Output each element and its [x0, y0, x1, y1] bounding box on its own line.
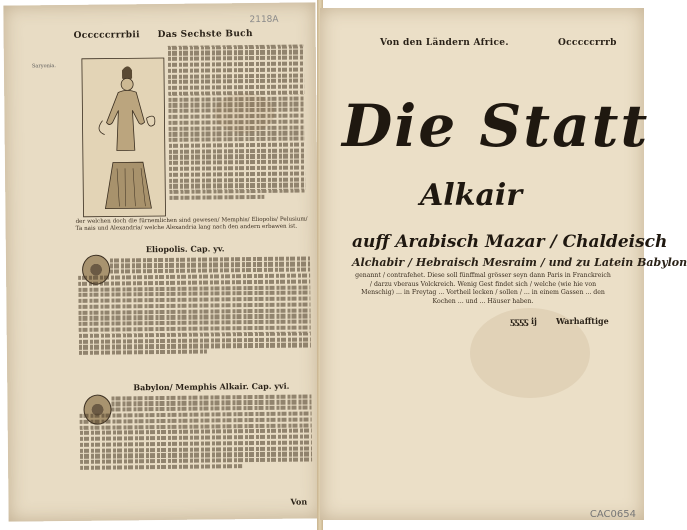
- signature-mark: ƽƽƽƽ ij: [510, 316, 537, 326]
- title-die-statt: Die Statt: [342, 92, 650, 160]
- left-catchword: Von: [290, 496, 308, 507]
- section-eliopolis-title: Eliopolis. Cap. yv.: [145, 243, 225, 255]
- pencil-inventory-number: 2118A: [249, 14, 279, 26]
- right-running-head: Von den Ländern Africe.: [380, 38, 509, 48]
- margin-label: Saryonia.: [31, 63, 57, 70]
- section-babylon-title: Babylon/ Memphis Alkair. Cap. yvi.: [133, 380, 290, 393]
- title-alkair: Alkair: [420, 178, 523, 213]
- left-folio-number: Occcccrrrbii: [73, 30, 140, 41]
- title-description: genannt / contrafehet. Diese soll fünffmal grösser seyn dann Paris in Franckreich / darzu vberaus Volckreich. Wenig Gest findet sich / welche (wie hie von Menschig) ... in Freytag ... Vortheil lecken / sollen / ... in einem Gassen ... den Kochen ... und ... Häuser haben.: [355, 272, 611, 305]
- right-folio-number: Occcccrrrb: [558, 38, 617, 48]
- left-running-head: Das Sechste Buch: [157, 29, 253, 41]
- subtitle-hebraisch: Alchabir / Hebraisch Mesraim / und zu Latein Babylon: [352, 256, 687, 269]
- archive-stamp: CAC0654: [589, 509, 636, 520]
- figure-caption: der welchen doch die fürnemlichen sind gewesen/ Memphis/ Eliopolis/ Pelusium/ Ta nais und Alexandria/ welche Alexandria lang nach den andern erbawen ist.: [75, 216, 308, 232]
- left-page: [3, 2, 320, 521]
- right-catchword: Warhafftige: [556, 316, 609, 326]
- cleopatra-woodcut-figure: [82, 58, 166, 217]
- subtitle-arabisch: auff Arabisch Mazar / Chaldeisch: [352, 232, 668, 252]
- section-babylon-text: [79, 392, 312, 490]
- section-eliopolis-text: [78, 254, 311, 378]
